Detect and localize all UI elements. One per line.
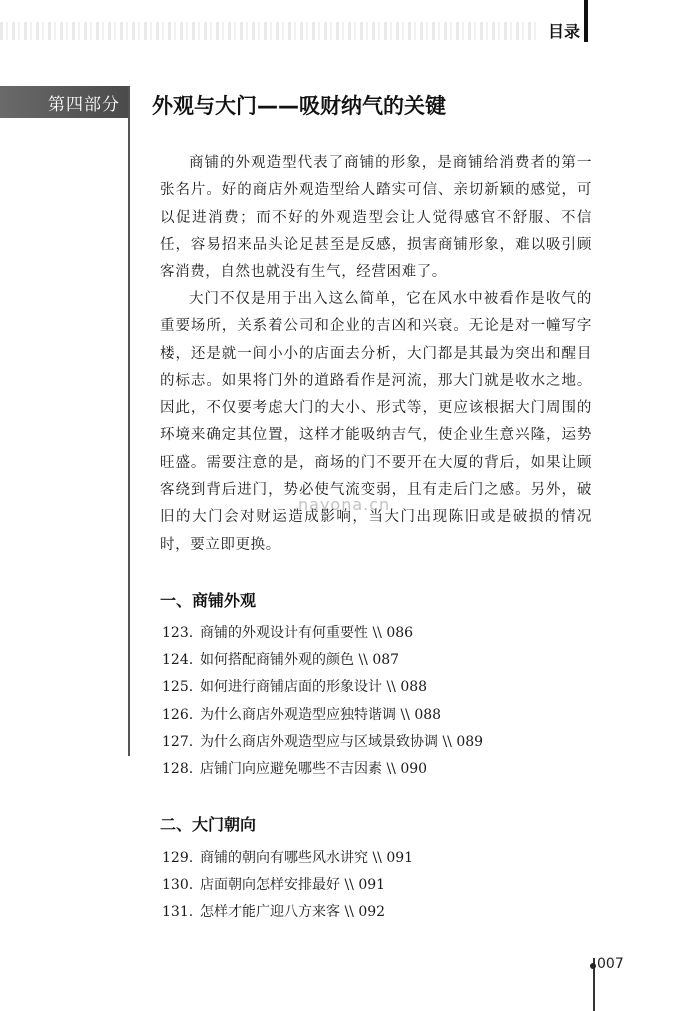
toc-entry[interactable] [162,729,483,756]
watermark: nayona.cn [298,495,391,514]
toc-entry[interactable] [162,647,483,674]
toc-entry[interactable] [162,899,413,926]
page-number-marker [590,963,596,969]
header-bar [584,0,588,42]
toc-list-door-orientation [162,845,413,927]
toc-entry[interactable] [162,872,413,899]
toc-entry[interactable] [162,756,483,783]
toc-entry-title: 为什么商店外观造型应独特谐调 \\ 088 [200,706,442,723]
section-heading-door-orientation: 二、大门朝向 [160,815,257,834]
toc-entry-number: 123. [162,625,194,641]
page-number: 007 [597,956,624,972]
section-heading-exterior: 一、商铺外观 [160,591,257,610]
toc-entry-number: 124. [162,652,194,669]
toc-entry-title: 商铺的朝向有哪些风水讲究 \\ 091 [200,850,414,866]
toc-entry-number: 131. [162,904,194,921]
toc-entry-number: 125. [162,679,194,696]
toc-entry[interactable] [162,702,483,729]
toc-entry-title: 商铺的外观设计有何重要性 \\ 086 [200,625,414,641]
toc-entry-title: 店面朝向怎样安排最好 \\ 091 [200,877,386,894]
toc-entry-title: 如何搭配商铺外观的颜色 \\ 087 [200,652,400,669]
toc-entry-title: 如何进行商铺店面的形象设计 \\ 088 [200,679,428,696]
toc-entry-number: 128. [162,760,194,777]
toc-entry-title: 店铺门向应避免哪些不吉因素 \\ 090 [200,760,428,777]
toc-entry-number: 127. [162,733,194,750]
toc-entry[interactable] [162,674,483,701]
part-title: 外观与大门——吸财纳气的关键 [152,94,446,118]
header-title: 目录 [548,22,581,41]
toc-entry-number: 129. [162,850,194,866]
toc-entry[interactable] [162,620,483,647]
toc-entry-title: 为什么商店外观造型应与区域景致协调 \\ 089 [200,733,484,750]
intro-paragraph-2: 大门不仅是用于出入这么简单，它在风水中被看作是收气的重要场所，关系着公司和企业的吉凶和兴衰。无论是对一幢写字楼，还是就一间小小的店面去分析，大门都是其最为突出和醒目的标志。如果将门外的道路看作是河流，那大门就是收水之地。因此，不仅要考虑大门的大小、形式等，更应该根据大门周围的环境来确定其位置，这样才能吸纳吉气，使企业生意兴隆，运势旺盛。需要注意的是，商场的门不要开在大厦的背后，如果让顾客绕到背后进门，势必使气流变弱，且有走后门之感。另外，破旧的大门会对财运造成影响，当大门出现陈旧或是破损的情况时，要立即更换。 [160,291,592,553]
toc-entry-title: 怎样才能广迎八方来客 \\ 092 [200,904,386,921]
part-label: 第四部分 [48,95,120,115]
toc-list-exterior [162,620,483,783]
toc-entry[interactable] [162,845,413,872]
header-decoration [0,22,540,40]
toc-entry-number: 130. [162,877,194,894]
toc-entry-number: 126. [162,706,194,723]
margin-rule [128,86,130,756]
intro-paragraph-1: 商铺的外观造型代表了商铺的形象，是商铺给消费者的第一张名片。好的商店外观造型给人踏实可信、亲切新颖的感觉，可以促进消费；而不好的外观造型会让人觉得感官不舒服、不信任，容易招来品头论足甚至是反感，损害商铺形象，难以吸引顾客消费，自然也就没有生气，经营困难了。 [160,155,592,281]
